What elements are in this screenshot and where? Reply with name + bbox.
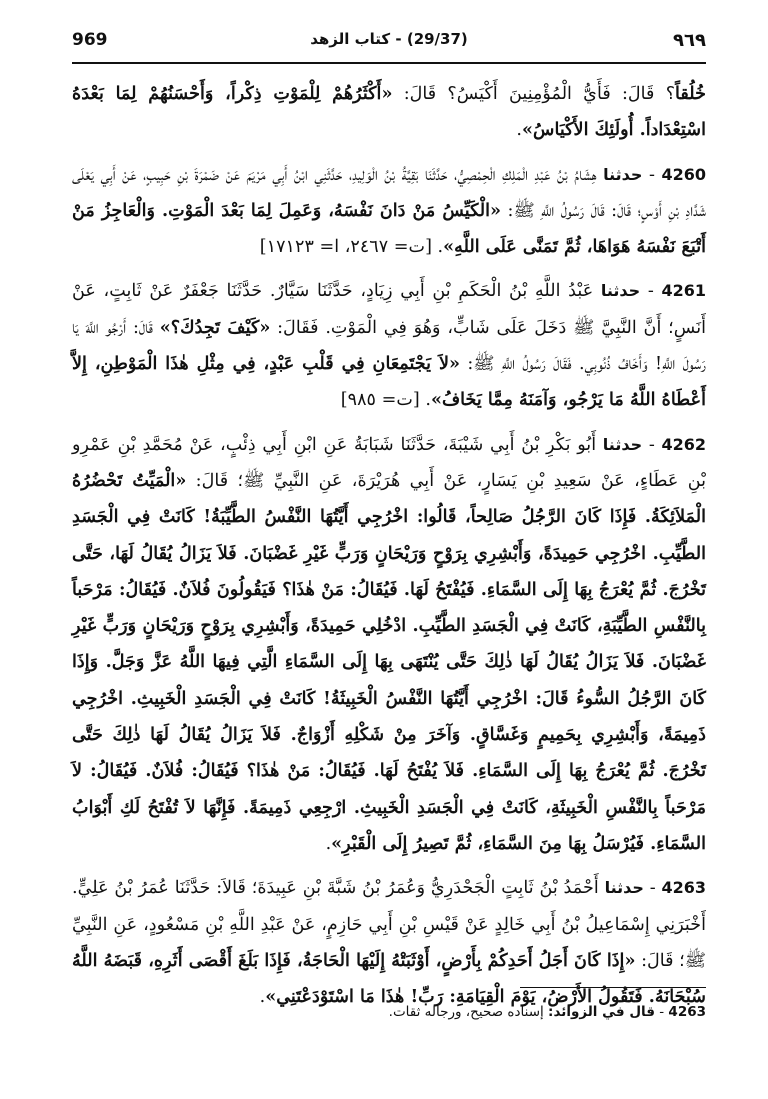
hadith-4261: 4261 - حدثنا عَبْدُ اللَّهِ بْنُ الْحَكَمِ بْنِ أَبِي زِيَادٍ، حَدَّثَنَا سَيَّارٌ. حَدَّثَنَا جَعْفَرٌ عَنْ ثَابِتٍ، عَنْ أَنَسٍ؛ أَنَّ النَّبِيَّ ﷺ دَخَلَ عَلَى شَابٍّ، وَهُوَ فِي الْمَوْتِ. فَقَالَ: «كَيْفَ تَجِدُكَ؟» قَالَ: أَرْجُو اللَّهَ يَا رَسُولَ اللَّهِ! وَأَخَافُ ذُنُوبِي. فَقَالَ رَسُولُ اللَّهِ ﷺ: «لاَ يَجْتَمِعَانِ فِي قَلْبِ عَبْدٍ، فِي مِثْلِ هٰذَا الْمَوْطِنِ، إِلاَّ أَعْطَاهُ اللَّهُ مَا يَرْجُو، وَآمَنَهُ مِمَّا يَخَافُ». [ت= ٩٨٥] <box>72 281 707 411</box>
footnote-rule <box>520 987 706 988</box>
hadith-quote-1: «كَيْفَ تَجِدُكَ؟» <box>159 316 271 338</box>
paragraph-continuation <box>72 76 706 149</box>
isnad: أَحْمَدُ بْنُ ثَابِتٍ الْجَحْدَرِيُّ وَعُمَرُ بْنُ شَبَّةَ بْنِ عَبِيدَةَ؛ قَالاَ: حَدَّثَنَا عُمَرُ بْنُ عَلِيٍّ. أَخْبَرَنِي إِسْمَاعِيلُ بْنُ أَبِي خَالِدٍ عَنْ قَيْسِ بْنِ أَبِي حَازِمٍ، عَنْ عَبْدِ اللَّهِ بْنِ مَسْعُودٍ، عَنِ النَّبِيِّ ﷺ؛ قَالَ: <box>72 878 707 971</box>
paragraph-body: ؟ قَالَ: فَأَيُّ الْمُؤْمِنِينَ أَكْيَسُ؟ قَالَ: <box>392 84 676 104</box>
footnote-text: إسناده صحيح، ورجاله ثقات. <box>388 1004 549 1020</box>
reference: . [ت= ٩٨٥] <box>340 390 431 411</box>
header-rule <box>72 62 706 64</box>
hadith-quote-2: «لاَ يَجْتَمِعَانِ فِي قَلْبِ عَبْدٍ، فِي مِثْلِ هٰذَا الْمَوْطِنِ، إِلاَّ أَعْطَاهُ اللَّهُ مَا يَرْجُو، وَآمَنَهُ مِمَّا يَخَافُ» <box>72 353 706 411</box>
hadith-quote: «أَكْثَرُهُمْ لِلْمَوْتِ ذِكْراً، وَأَحْسَنُهُمْ لِمَا بَعْدَهُ اسْتِعْدَاداً. أُولَئِكَ الأَكْيَاسُ» <box>72 83 706 141</box>
hadith-label: حدثنا <box>603 164 643 184</box>
hadith-4260: 4260 - حدثنا هِشَامُ بْنُ عَبْدِ الْمَلِكِ الْحِمْصِيُّ، حَدَّثَنَا بَقِيَّةُ بْنُ الْوَلِيدِ، حَدَّثَنِي ابْنُ أَبِي مَرْيَمَ عَنْ ضَمْرَةَ بْنِ حَبِيبٍ، عَنْ أَبِي يَعْلَى شَدَّادِ بْنِ أَوْسٍ؛ قَالَ: قَالَ رَسُولُ اللَّهِ ﷺ: «الْكَيِّسُ مَنْ دَانَ نَفْسَهُ، وَعَمِلَ لِمَا بَعْدَ الْمَوْتِ. وَالْعَاجِزُ مَنْ أَتْبَعَ نَفْسَهُ هَوَاهَا، ثُمَّ تَمَنَّى عَلَى اللَّهِ». [ت= ٢٤٦٧، ا= ١٧١٢٣] <box>72 164 707 258</box>
hadith-label: حدثنا <box>602 434 643 454</box>
paragraph-end: . <box>259 987 266 1008</box>
paragraph-end: . <box>516 120 523 141</box>
hadith-4262: 4262 - حدثنا أَبُو بَكْرِ بْنُ أَبِي شَيْبَةَ، حَدَّثَنَا شَبَابَةُ عَنِ ابْنِ أَبِي ذِئْبٍ، عَنْ مُحَمَّدِ بْنِ عَمْرِو بْنِ عَطَاءٍ، عَنْ سَعِيدِ بْنِ يَسَارٍ، عَنْ أَبِي هُرَيْرَةَ، عَنِ النَّبِيِّ ﷺ؛ قَالَ: «الْمَيِّتُ تَحْضُرُهُ الْمَلاَئِكَةُ. فَإِذَا كَانَ الرَّجُلُ صَالِحاً، قَالُوا: اخْرُجِي أَيَّتُهَا النَّفْسُ الطَّيِّبَةُ! كَانَتْ فِي الْجَسَدِ الطَّيِّبِ. اخْرُجِي حَمِيدَةً، وَأَبْشِرِي بِرَوْحٍ وَرَيْحَانٍ وَرَبٍّ غَيْرِ غَضْبَانَ. فَلاَ يَزَالُ يُقَالُ لَهَا، حَتَّى تَخْرُجَ. ثُمَّ يُعْرَجُ بِهَا إِلَى السَّمَاءِ. فَيُفْتَحُ لَهَا. فَيُقَالُ: مَنْ هٰذَا؟ فَيَقُولُونَ فُلاَنٌ. فَيُقَالُ: مَرْحَباً بِالنَّفْسِ الطَّيِّبَةِ، كَانَتْ فِي الْجَسَدِ الطَّيِّبِ. ادْخُلِي حَمِيدَةً، وَأَبْشِرِي بِرَوْحٍ وَرَيْحَانٍ وَرَبٍّ غَيْرِ غَضْبَانَ. فَلاَ يَزَالُ يُقَالُ لَهَا ذٰلِكَ حَتَّى يُنْتَهَى بِهَا إِلَى السَّمَاءِ الَّتِي فِيهَا اللَّهُ عَزَّ وَجَلَّ. وَإِذَا كَانَ الرَّجُلُ السُّوءُ قَالَ: اخْرُجِي أَيَّتُهَا النَّفْسُ الْخَبِيثَةُ! كَانَتْ فِي الْجَسَدِ الْخَبِيثِ. اخْرُجِي ذَمِيمَةً، وَأَبْشِرِي بِحَمِيمٍ وَغَسَّاقٍ. وَآخَرَ مِنْ شَكْلِهِ أَزْوَاجٌ. فَلاَ يَزَالُ يُقَالُ لَهَا ذٰلِكَ حَتَّى تَخْرُجَ. ثُمَّ يُعْرَجُ بِهَا إِلَى السَّمَاءِ. فَلاَ يُفْتَحُ لَهَا. فَيُقَالُ: مَنْ هٰذَا؟ فَيُقَالُ: فُلاَنٌ. فَيُقَالُ: لاَ مَرْحَباً بِالنَّفْسِ الْخَبِيثَةِ، كَانَتْ فِي الْجَسَدِ الْخَبِيثِ. ارْجِعِي ذَمِيمَةً. فَإِنَّهَا لاَ تُفْتَحُ لَكِ أَبْوَابُ السَّمَاءِ. فَيُرْسَلُ بِهَا مِنَ السَّمَاءِ، ثُمَّ تَصِيرُ إِلَى الْقَبْرِ». <box>72 434 707 854</box>
hadith-quote: «الْمَيِّتُ تَحْضُرُهُ الْمَلاَئِكَةُ. فَإِذَا كَانَ الرَّجُلُ صَالِحاً، قَالُوا: اخْرُجِي أَيَّتُهَا النَّفْسُ الطَّيِّبَةُ! كَانَتْ فِي الْجَسَدِ الطَّيِّبِ. اخْرُجِي حَمِيدَةً، وَأَبْشِرِي بِرَوْحٍ وَرَيْحَانٍ وَرَبٍّ غَيْرِ غَضْبَانَ. فَلاَ يَزَالُ يُقَالُ لَهَا، حَتَّى تَخْرُجَ. ثُمَّ يُعْرَجُ بِهَا إِلَى السَّمَاءِ. فَيُفْتَحُ لَهَا. فَيُقَالُ: مَنْ هٰذَا؟ فَيَقُولُونَ فُلاَنٌ. فَيُقَالُ: مَرْحَباً بِالنَّفْسِ الطَّيِّبَةِ، كَانَتْ فِي الْجَسَدِ الطَّيِّبِ. ادْخُلِي حَمِيدَةً، وَأَبْشِرِي بِرَوْحٍ وَرَيْحَانٍ وَرَبٍّ غَيْرِ غَضْبَانَ. فَلاَ يَزَالُ يُقَالُ لَهَا ذٰلِكَ حَتَّى يُنْتَهَى بِهَا إِلَى السَّمَاءِ الَّتِي فِيهَا اللَّهُ عَزَّ وَجَلَّ. وَإِذَا كَانَ الرَّجُلُ السُّوءُ قَالَ: اخْرُجِي أَيَّتُهَا النَّفْسُ الْخَبِيثَةُ! كَانَتْ فِي الْجَسَدِ الْخَبِيثِ. اخْرُجِي ذَمِيمَةً، وَأَبْشِرِي بِحَمِيمٍ وَغَسَّاقٍ. وَآخَرَ مِنْ شَكْلِهِ أَزْوَاجٌ. فَلاَ يَزَالُ يُقَالُ لَهَا ذٰلِكَ حَتَّى تَخْرُجَ. ثُمَّ يُعْرَجُ بِهَا إِلَى السَّمَاءِ. فَلاَ يُفْتَحُ لَهَا. فَيُقَالُ: مَنْ هٰذَا؟ فَيُقَالُ: فُلاَنٌ. فَيُقَالُ: لاَ مَرْحَباً بِالنَّفْسِ الْخَبِيثَةِ، كَانَتْ فِي الْجَسَدِ الْخَبِيثِ. ارْجِعِي ذَمِيمَةً. فَإِنَّهَا لاَ تُفْتَحُ لَكِ أَبْوَابُ السَّمَاءِ. فَيُرْسَلُ بِهَا مِنَ السَّمَاءِ، ثُمَّ تَصِيرُ إِلَى الْقَبْرِ» <box>72 469 706 854</box>
page-number-latin: 969 <box>72 30 108 50</box>
hadith-quote: «الْكَيِّسُ مَنْ دَانَ نَفْسَهُ، وَعَمِلَ لِمَا بَعْدَ الْمَوْتِ. وَالْعَاجِزُ مَنْ أَتْبَعَ نَفْسَهُ هَوَاهَا، ثُمَّ تَمَنَّى عَلَى اللَّهِ» <box>72 199 706 258</box>
isnad: هِشَامُ بْنُ عَبْدِ الْمَلِكِ الْحِمْصِيُّ، حَدَّثَنَا بَقِيَّةُ بْنُ الْوَلِيدِ، حَدَّثَنِي ابْنُ أَبِي مَرْيَمَ عَنْ ضَمْرَةَ بْنِ حَبِيبٍ، عَنْ أَبِي يَعْلَى شَدَّادِ بْنِ أَوْسٍ؛ قَالَ: قَالَ رَسُولُ اللَّهِ ﷺ: <box>72 164 706 221</box>
page-number-arabic: ٩٦٩ <box>673 30 706 51</box>
running-title: (29/37) - كتاب الزهد <box>310 30 468 48</box>
footnote-label: قال في الزوائد: <box>548 1004 655 1020</box>
narration-middle: قَالَ: أَرْجُو اللَّهَ يَا رَسُولَ اللَّهِ! وَأَخَافُ ذُنُوبِي. فَقَالَ رَسُولُ اللَّهِ ﷺ: <box>72 317 706 375</box>
footnote: 4263 - قال في الزوائد: إسناده صحيح، ورجاله ثقات. <box>388 1004 706 1020</box>
paragraph-end: . <box>325 833 332 854</box>
hadith-label: حدثنا <box>604 878 644 898</box>
isnad: أَبُو بَكْرِ بْنُ أَبِي شَيْبَةَ، حَدَّثَنَا شَبَابَةُ عَنِ ابْنِ أَبِي ذِئْبٍ، عَنْ مُحَمَّدِ بْنِ عَمْرِو بْنِ عَطَاءٍ، عَنْ سَعِيدِ بْنِ يَسَارٍ، عَنْ أَبِي هُرَيْرَةَ، عَنِ النَّبِيِّ ﷺ؛ قَالَ: <box>72 434 707 491</box>
hadith-number: 4260 <box>661 164 707 184</box>
footnote-number: 4263 <box>668 1004 706 1020</box>
hadith-quote: «إِذَا كَانَ أَجَلُ أَحَدِكُمْ بِأَرْضٍ، أَوْثَبَتْهُ إِلَيْهَا الْحَاجَةُ، فَإِذَا بَلَغَ أَقْصَى أَثَرِهِ، قَبَضَهُ اللَّهُ سُبْحَانَهُ. فَتَقُولُ الأَرْضُ، يَوْمَ الْقِيَامَةِ: رَبِّ! هٰذَا مَا اسْتَوْدَعْتَنِي» <box>72 949 706 1008</box>
hadith-4263: 4263 - حدثنا أَحْمَدُ بْنُ ثَابِتٍ الْجَحْدَرِيُّ وَعُمَرُ بْنُ شَبَّةَ بْنِ عَبِيدَةَ؛ قَالاَ: حَدَّثَنَا عُمَرُ بْنُ عَلِيٍّ. أَخْبَرَنِي إِسْمَاعِيلُ بْنُ أَبِي خَالِدٍ عَنْ قَيْسِ بْنِ أَبِي حَازِمٍ، عَنْ عَبْدِ اللَّهِ بْنِ مَسْعُودٍ، عَنِ النَّبِيِّ ﷺ؛ قَالَ: «إِذَا كَانَ أَجَلُ أَحَدِكُمْ بِأَرْضٍ، أَوْثَبَتْهُ إِلَيْهَا الْحَاجَةُ، فَإِذَا بَلَغَ أَقْصَى أَثَرِهِ، قَبَضَهُ اللَّهُ سُبْحَانَهُ. فَتَقُولُ الأَرْضُ، يَوْمَ الْقِيَامَةِ: رَبِّ! هٰذَا مَا اسْتَوْدَعْتَنِي». <box>72 878 707 1008</box>
hadith-label: حدثنا <box>600 281 641 301</box>
reference: . [ت= ٢٤٦٧، ا= ١٧١٢٣] <box>259 237 444 258</box>
hadith-number: 4262 <box>661 434 707 454</box>
hadith-number: 4263 <box>661 878 707 898</box>
isnad: عَبْدُ اللَّهِ بْنُ الْحَكَمِ بْنِ أَبِي زِيَادٍ، حَدَّثَنَا سَيَّارٌ. حَدَّثَنَا جَعْفَرٌ عَنْ ثَابِتٍ، عَنْ أَنَسٍ؛ أَنَّ النَّبِيَّ ﷺ دَخَلَ عَلَى شَابٍّ، وَهُوَ فِي الْمَوْتِ. فَقَالَ: <box>72 281 706 338</box>
main-text <box>72 76 706 1023</box>
continuation-start: خُلُقاً <box>675 83 707 104</box>
page-header <box>72 30 706 54</box>
hadith-number: 4261 <box>661 281 707 301</box>
